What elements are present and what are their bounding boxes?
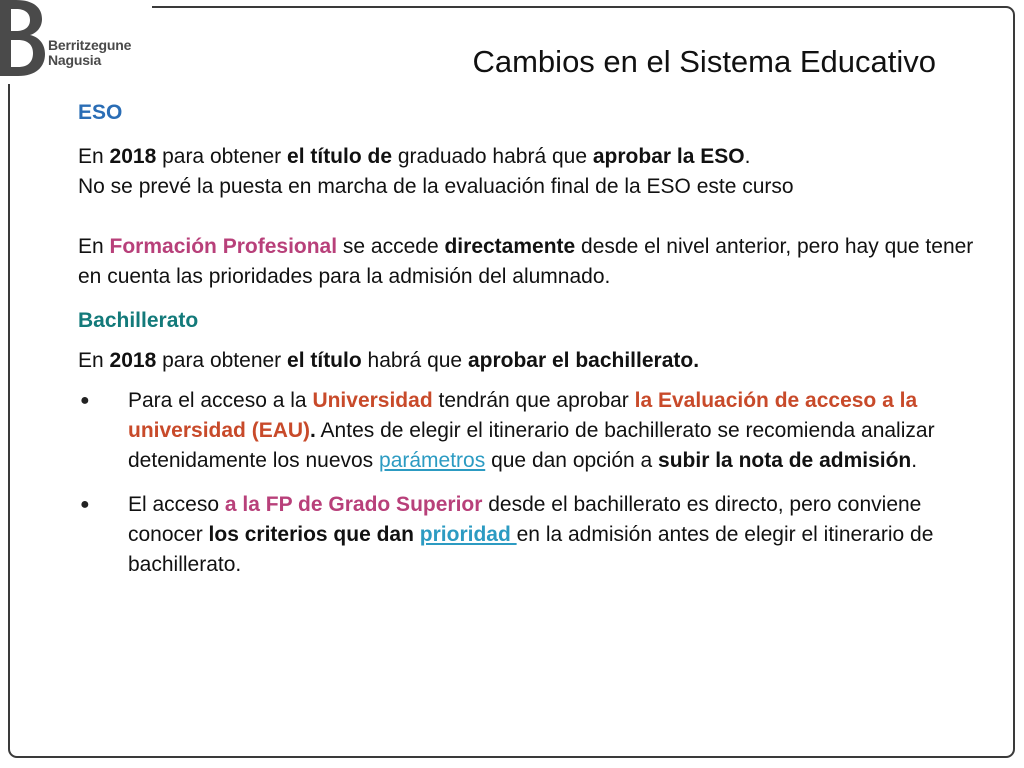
bachillerato-heading: Bachillerato bbox=[78, 309, 199, 332]
text: en la admisión antes de elegir el itinerario de bachillerato. bbox=[128, 523, 934, 576]
fp-paragraph bbox=[78, 232, 978, 292]
eau-highlight: la Evaluación de acceso a la universidad (EAU) bbox=[128, 389, 918, 442]
spacer bbox=[78, 202, 978, 232]
text: para obtener bbox=[156, 349, 288, 372]
eso-paragraph-2: No se prevé la puesta en marcha de la evaluación final de la ESO este curso bbox=[78, 175, 794, 198]
logo-line1: Berritzegune bbox=[48, 37, 132, 53]
fp-highlight: Formación Profesional bbox=[109, 235, 338, 258]
text: . bbox=[744, 145, 751, 168]
bold-text: subir la nota de admisión bbox=[658, 449, 912, 472]
parametros-link[interactable]: parámetros bbox=[379, 449, 486, 472]
list-item bbox=[78, 386, 1000, 476]
bold-text: el título de bbox=[287, 145, 393, 168]
bold-text: directamente bbox=[444, 235, 576, 258]
bullet-dot-icon: ● bbox=[80, 496, 90, 513]
text: desde el bachillerato es directo, pero conviene conocer bbox=[128, 493, 922, 546]
text: habrá que bbox=[361, 349, 468, 372]
bullet-list bbox=[78, 386, 978, 580]
bold-text: aprobar el bachillerato. bbox=[467, 349, 700, 372]
logo-line2: Nagusia bbox=[48, 52, 102, 68]
eso-heading: ESO bbox=[78, 101, 123, 124]
text: En bbox=[78, 235, 110, 258]
bachillerato-paragraph bbox=[78, 346, 978, 376]
year-2018: 2018 bbox=[109, 145, 157, 168]
bold-text: el título bbox=[287, 349, 362, 372]
text: Para el acceso a la bbox=[128, 389, 313, 412]
text: se accede bbox=[337, 235, 445, 258]
text: . bbox=[911, 449, 918, 472]
text: En bbox=[78, 145, 110, 168]
text: El acceso bbox=[128, 493, 225, 516]
text: para obtener bbox=[156, 145, 288, 168]
bold-text: aprobar la ESO bbox=[592, 145, 745, 168]
text: En bbox=[78, 349, 110, 372]
text: graduado habrá que bbox=[392, 145, 593, 168]
fp-grado-superior-highlight: a la FP de Grado Superior bbox=[224, 493, 483, 516]
bullet-dot-icon: ● bbox=[80, 392, 90, 409]
text: tendrán que aprobar bbox=[432, 389, 635, 412]
universidad-highlight: Universidad bbox=[312, 389, 433, 412]
slide-content bbox=[78, 98, 978, 580]
prioridad-link[interactable]: prioridad bbox=[419, 523, 517, 546]
list-item bbox=[78, 490, 1000, 580]
bold-text: los criterios que dan bbox=[208, 523, 414, 546]
text: Antes de elegir el itinerario de bachillerato se recomienda analizar detenidamente los nuevos bbox=[128, 419, 935, 472]
bold-text: . bbox=[310, 419, 316, 442]
year-2018: 2018 bbox=[109, 349, 157, 372]
eso-paragraph-1 bbox=[78, 142, 978, 172]
page-title: Cambios en el Sistema Educativo bbox=[472, 44, 936, 79]
text: desde el nivel anterior, pero hay que tener en cuenta las prioridades para la admisión del alumnado. bbox=[78, 235, 974, 288]
text: que dan opción a bbox=[485, 449, 659, 472]
